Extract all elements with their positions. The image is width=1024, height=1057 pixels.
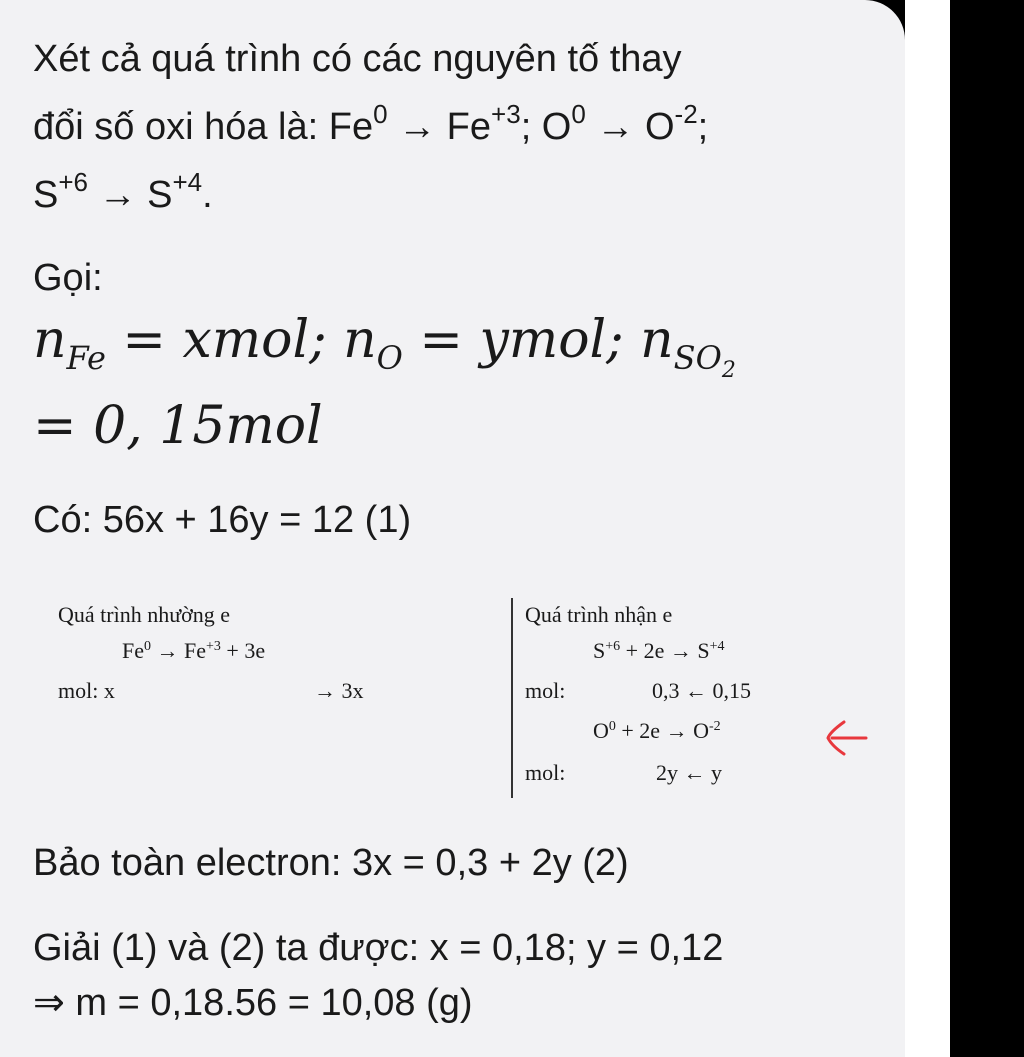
right-eq-o: $O^0 + 2e \to O^{-2}$: [593, 718, 721, 743]
right-mol-value-2: 2y ← y: [656, 760, 722, 785]
electron-table: [58, 600, 858, 800]
goi-label: Gọi:: [33, 257, 103, 299]
solve-line: Giải (1) và (2) ta được: x = 0,18; y = 0,12: [33, 927, 724, 969]
right-strip: [905, 0, 950, 1057]
left-equation: $Fe^0 \to Fe^{+3} + 3e$: [122, 638, 266, 663]
math-line-2: = 0, 15mol: [33, 396, 323, 456]
math-line-1: $n_{Fe}$ = xmol; $n_O$ = ymol; $n_{SO_2}$: [33, 310, 736, 383]
red-arrow-icon: [822, 718, 870, 758]
right-eq-s: $S^{+6} + 2e \to S^{+4}$: [593, 638, 725, 663]
right-title: Quá trình nhận e: [525, 602, 673, 627]
result-line: ⇒ m = 0,18.56 = 10,08 (g): [33, 982, 473, 1024]
text-line-1: Xét cả quá trình có các nguyên tố thay: [33, 38, 682, 80]
electron-balance: Bảo toàn electron: 3x = 0,3 + 2y (2): [33, 842, 629, 884]
text-line-2: đổi số oxi hóa là: $Fe^0 \to Fe^{+3}$; $O^0 \to O^{-2}$;: [33, 99, 709, 148]
table-divider: [511, 598, 513, 798]
left-title: Quá trình nhường e: [58, 602, 231, 627]
right-mol-label-2: mol:: [525, 760, 566, 785]
equation-1: Có: 56x + 16y = 12 (1): [33, 499, 412, 541]
left-mol-value: → 3x: [314, 678, 364, 703]
right-mol-label-1: mol:: [525, 678, 566, 703]
text-line-3: $S^{+6} \to S^{+4}$.: [33, 167, 213, 216]
left-mol-label: mol: x: [58, 678, 115, 703]
right-mol-value-1: 0,3 ← 0,15: [652, 678, 751, 703]
